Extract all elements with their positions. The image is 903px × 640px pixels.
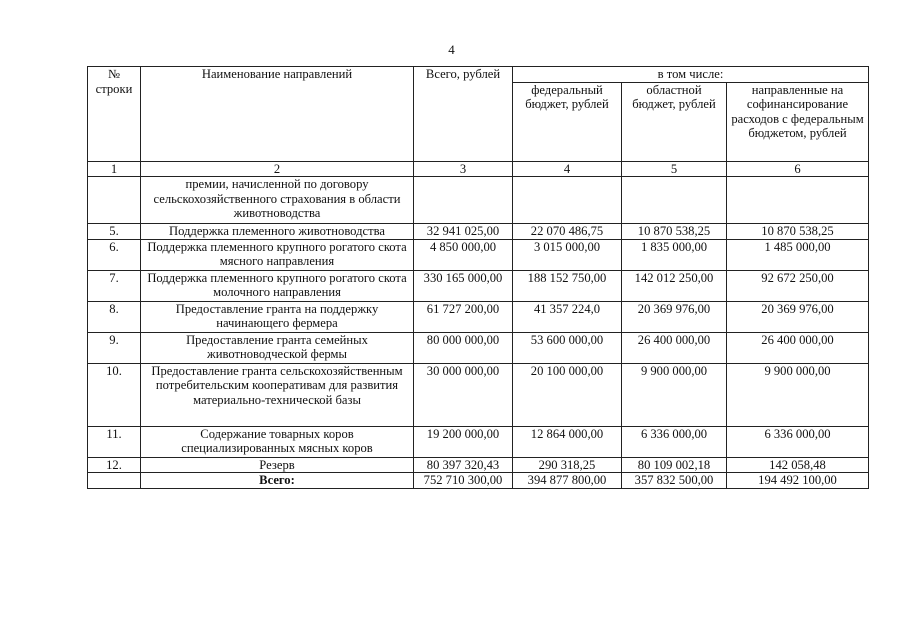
table-row [88, 332, 869, 363]
row-cofinance: 142 058,48 [727, 457, 869, 473]
row-cofinance: 6 336 000,00 [727, 426, 869, 457]
row-number: 8. [88, 301, 141, 332]
row-name: Предоставление гранта на поддержку начинающего фермера [141, 301, 414, 332]
row-cofinance: 26 400 000,00 [727, 332, 869, 363]
row-name: премии, начисленной по договору сельскохозяйственного страхования в области животноводства [141, 177, 414, 224]
table-row [88, 426, 869, 457]
table-row [88, 224, 869, 240]
row-total [414, 177, 513, 224]
row-name: Предоставление гранта семейных животноводческой фермы [141, 332, 414, 363]
total-federal: 394 877 800,00 [513, 473, 622, 489]
row-name: Поддержка племенного крупного рогатого скота молочного направления [141, 270, 414, 301]
total-label: Всего: [141, 473, 414, 489]
table-row [88, 270, 869, 301]
row-number: 10. [88, 363, 141, 426]
row-number: 5. [88, 224, 141, 240]
row-regional: 1 835 000,00 [622, 239, 727, 270]
row-total: 61 727 200,00 [414, 301, 513, 332]
header-row-number: № строки [88, 67, 141, 162]
row-federal: 188 152 750,00 [513, 270, 622, 301]
row-number: 9. [88, 332, 141, 363]
header-cofinance: направленные на софинансирование расходов с федеральным бюджетом, рублей [727, 82, 869, 161]
column-number: 3 [414, 161, 513, 177]
row-federal: 3 015 000,00 [513, 239, 622, 270]
header-regional: областной бюджет, рублей [622, 82, 727, 161]
table-row [88, 239, 869, 270]
row-number: 6. [88, 239, 141, 270]
row-name: Содержание товарных коров специализированных мясных коров [141, 426, 414, 457]
row-cofinance [727, 177, 869, 224]
row-total: 80 397 320,43 [414, 457, 513, 473]
total-row [88, 473, 869, 489]
row-total: 19 200 000,00 [414, 426, 513, 457]
row-total: 32 941 025,00 [414, 224, 513, 240]
row-total: 330 165 000,00 [414, 270, 513, 301]
row-federal [513, 177, 622, 224]
row-total: 4 850 000,00 [414, 239, 513, 270]
row-regional: 10 870 538,25 [622, 224, 727, 240]
column-number-row [88, 161, 869, 177]
budget-table [87, 66, 869, 489]
column-number: 1 [88, 161, 141, 177]
row-number: 11. [88, 426, 141, 457]
page-number: 4 [448, 42, 455, 57]
row-number: 12. [88, 457, 141, 473]
total-sum: 752 710 300,00 [414, 473, 513, 489]
row-regional: 20 369 976,00 [622, 301, 727, 332]
row-regional: 6 336 000,00 [622, 426, 727, 457]
row-cofinance: 10 870 538,25 [727, 224, 869, 240]
row-total: 30 000 000,00 [414, 363, 513, 426]
row-federal: 12 864 000,00 [513, 426, 622, 457]
row-cofinance: 92 672 250,00 [727, 270, 869, 301]
row-name: Предоставление гранта сельскохозяйственным потребительским кооперативам для развития материально-технической базы [141, 363, 414, 426]
total-regional: 357 832 500,00 [622, 473, 727, 489]
row-name: Поддержка племенного крупного рогатого скота мясного направления [141, 239, 414, 270]
row-regional [622, 177, 727, 224]
row-federal: 20 100 000,00 [513, 363, 622, 426]
total-row-number [88, 473, 141, 489]
column-number: 4 [513, 161, 622, 177]
column-number: 5 [622, 161, 727, 177]
row-cofinance: 1 485 000,00 [727, 239, 869, 270]
total-cofinance: 194 492 100,00 [727, 473, 869, 489]
row-regional: 9 900 000,00 [622, 363, 727, 426]
row-regional: 80 109 002,18 [622, 457, 727, 473]
row-regional: 142 012 250,00 [622, 270, 727, 301]
table-row [88, 363, 869, 426]
row-federal: 41 357 224,0 [513, 301, 622, 332]
table-row [88, 457, 869, 473]
header-total: Всего, рублей [414, 67, 513, 162]
row-federal: 290 318,25 [513, 457, 622, 473]
table-row [88, 177, 869, 224]
header-federal: федеральный бюджет, рублей [513, 82, 622, 161]
column-number: 6 [727, 161, 869, 177]
row-total: 80 000 000,00 [414, 332, 513, 363]
row-federal: 22 070 486,75 [513, 224, 622, 240]
row-federal: 53 600 000,00 [513, 332, 622, 363]
row-regional: 26 400 000,00 [622, 332, 727, 363]
row-number: 7. [88, 270, 141, 301]
row-cofinance: 9 900 000,00 [727, 363, 869, 426]
header-row-1 [88, 67, 869, 83]
row-name: Поддержка племенного животноводства [141, 224, 414, 240]
row-number [88, 177, 141, 224]
column-number: 2 [141, 161, 414, 177]
header-including: в том числе: [513, 67, 869, 83]
row-cofinance: 20 369 976,00 [727, 301, 869, 332]
table-row [88, 301, 869, 332]
header-direction-name: Наименование направлений [141, 67, 414, 162]
row-name: Резерв [141, 457, 414, 473]
